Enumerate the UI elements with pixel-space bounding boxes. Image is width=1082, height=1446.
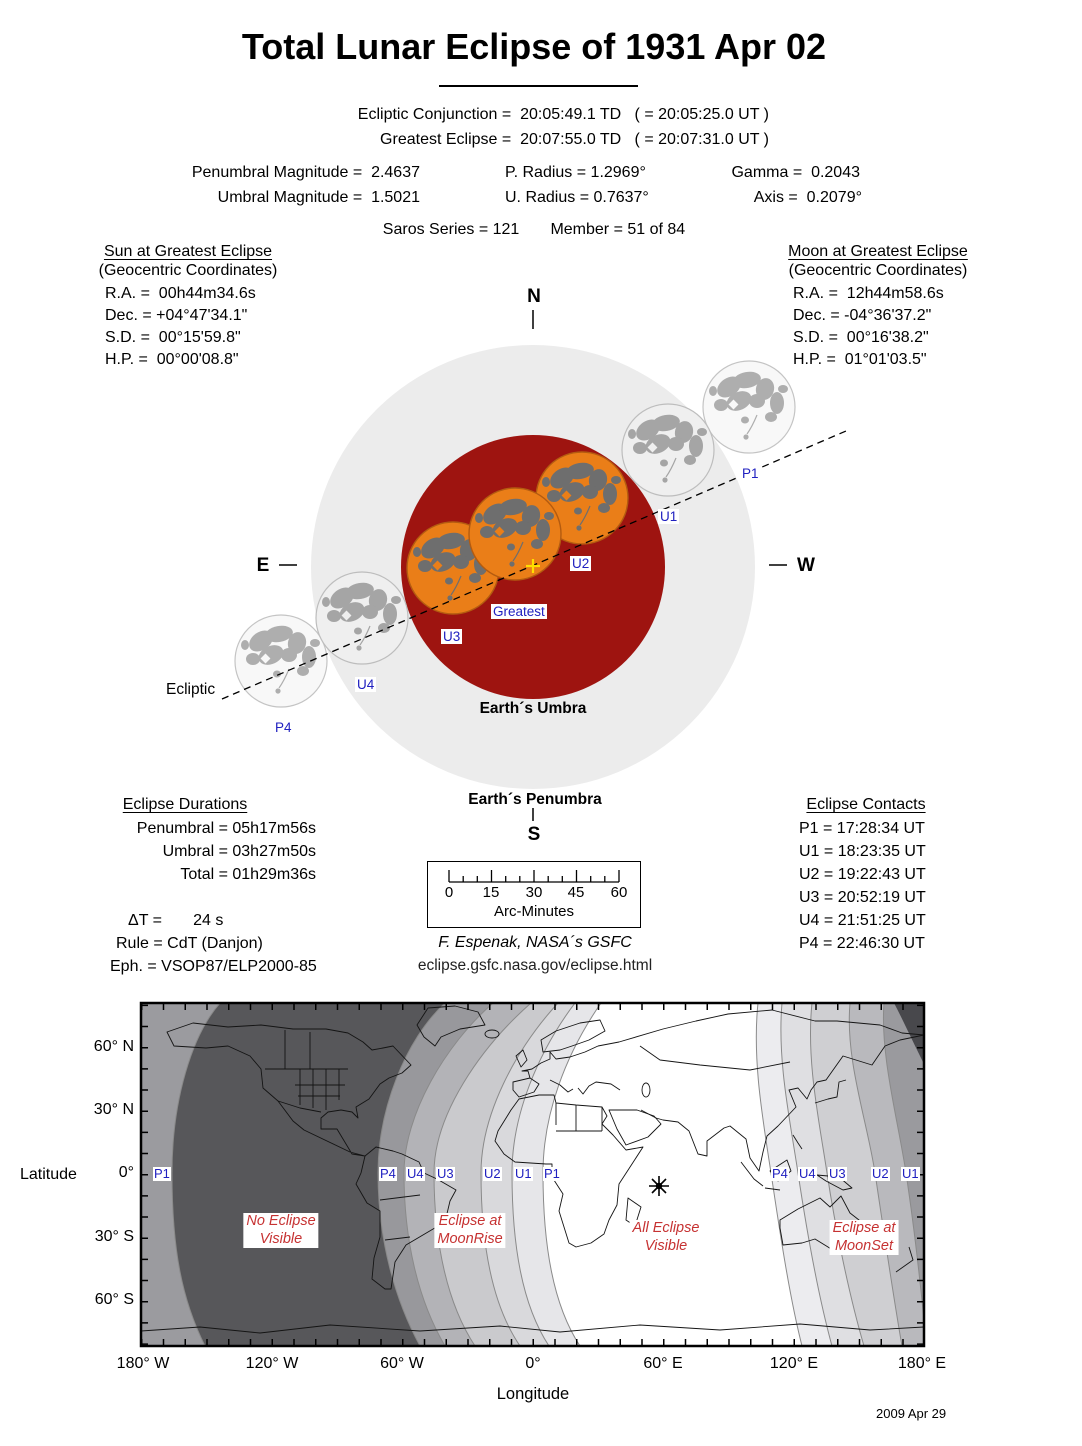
greatest-eclipse-line: Greatest Eclipse = 20:07:55.0 TD ( = 20:07:31.0 UT ) [380,131,769,148]
eclipse-geometry-figure [0,280,1082,830]
map-chip-u1-rise: U1 [515,1166,532,1181]
region-label-line1: All Eclipse [632,1220,700,1236]
moon-panel-subtitle: (Geocentric Coordinates) [788,262,968,279]
map-chip-u2-set: U2 [872,1166,889,1181]
west-label: W [797,555,815,576]
east-label: E [256,555,270,576]
axis: Axis = 0.2079° [753,189,862,206]
umbra-label: Earth´s Umbra [479,700,587,717]
sun-hp: H.P. = 00°00'08.8" [105,351,239,368]
lon-0: 0° [525,1355,541,1372]
map-xlabel: Longitude [496,1385,570,1403]
contact-chip-greatest: Greatest [493,604,545,619]
penumbral-magnitude: Penumbral Magnitude = 2.4637 [191,164,420,181]
gamma: Gamma = 0.2043 [731,164,860,181]
lat-30s: 30° S [94,1228,134,1245]
region-label-line2: MoonSet [834,1237,894,1254]
saros-line: Saros Series = 121 Member = 51 of 84 [382,221,686,238]
contact-chip-p4: P4 [275,720,292,735]
scale-tick-0: 0 [444,884,454,901]
duration-penumbral: Penumbral = 05h17m56s [136,820,316,837]
date-stamp: 2009 Apr 29 [876,1406,947,1421]
lon-120e: 120° E [769,1355,819,1372]
moon-u4 [316,572,408,664]
sun-dec: Dec. = +04°47'34.1" [105,307,248,324]
moon-greatest [469,488,561,580]
lon-180w: 180° W [116,1355,170,1372]
south-label: S [527,824,541,845]
contact-u1-time: U1 = 18:23:35 UT [799,843,926,860]
map-chip-u3-set: U3 [829,1166,846,1181]
moon-p1 [703,361,795,453]
map-chip-p4-rise: P4 [380,1166,396,1181]
ephemeris: Eph. = VSOP87/ELP2000-85 [110,958,317,975]
scale-bar [427,861,641,928]
duration-umbral: Umbral = 03h27m50s [162,843,316,860]
map-chip-p4-set: P4 [772,1166,788,1181]
contact-p4-time: P4 = 22:46:30 UT [799,935,925,952]
sun-panel-subtitle: (Geocentric Coordinates) [98,262,278,279]
region-label-line2: MoonRise [437,1230,503,1247]
moon-p4 [235,615,327,707]
region-label-moonset [830,1220,899,1255]
region-label-all-visible [630,1220,703,1255]
lat-60n: 60° N [93,1038,134,1055]
contact-chip-u1: U1 [660,509,678,524]
durations-title: Eclipse Durations [122,796,248,813]
p-radius: P. Radius = 1.2969° [505,164,646,181]
region-label-no-eclipse [243,1213,318,1248]
scale-tick-60: 60 [610,884,628,901]
moon-u1 [622,404,714,496]
title-underline [439,85,638,87]
moon-panel-title: Moon at Greatest Eclipse [788,243,968,260]
credit-author: F. Espenak, NASA´s GSFC [438,934,632,951]
conjunction-line: Ecliptic Conjunction = 20:05:49.1 TD ( = 20:05:25.0 UT ) [357,106,769,123]
contact-u4-time: U4 = 21:51:25 UT [799,912,926,929]
umbral-magnitude: Umbral Magnitude = 1.5021 [217,189,420,206]
page-title: Total Lunar Eclipse of 1931 Apr 02 [241,26,827,67]
lat-60s: 60° S [94,1291,134,1308]
lon-120w: 120° W [245,1355,299,1372]
penumbra-label: Earth´s Penumbra [468,791,602,808]
scale-tick-30: 30 [525,884,543,901]
map-chip-u3-rise: U3 [437,1166,454,1181]
moon-dec: Dec. = -04°36'37.2" [793,307,932,324]
lat-0: 0° [118,1164,134,1181]
region-label-line1: No Eclipse [246,1213,316,1229]
sun-panel-title: Sun at Greatest Eclipse [103,243,273,260]
map-chip-u4-rise: U4 [407,1166,424,1181]
map-chip-u1-set: U1 [902,1166,919,1181]
contact-u3-time: U3 = 20:52:19 UT [799,889,926,906]
sublunar-star-icon [649,1176,669,1196]
scale-tick-45: 45 [567,884,585,901]
scale-unit-label: Arc-Minutes [493,903,575,920]
map-chip-u2-rise: U2 [484,1166,501,1181]
contact-chip-u3: U3 [443,629,461,644]
credit-url: eclipse.gsfc.nasa.gov/eclipse.html [417,957,653,974]
region-label-line2: Visible [259,1230,303,1247]
north-label: N [527,286,541,307]
duration-total: Total = 01h29m36s [180,866,316,883]
region-label-moonrise [434,1213,505,1248]
lon-60e: 60° E [643,1355,683,1372]
sun-ra: R.A. = 00h44m34.6s [105,285,256,302]
map-ylabel: Latitude [20,1166,77,1183]
moon-sd: S.D. = 00°16'38.2" [793,329,929,346]
map-chip-u4-set: U4 [799,1166,816,1181]
lat-30n: 30° N [93,1101,134,1118]
region-label-line1: Eclipse at [832,1220,896,1236]
moon-ra: R.A. = 12h44m58.6s [793,285,944,302]
region-label-line1: Eclipse at [438,1213,502,1229]
visibility-map [0,990,1082,1446]
contact-chip-p1: P1 [742,466,759,481]
moon-hp: H.P. = 01°01'03.5" [793,351,927,368]
region-label-line2: Visible [644,1237,688,1254]
map-chip-p1-left: P1 [154,1166,170,1181]
contacts-title: Eclipse Contacts [806,796,926,813]
u-radius: U. Radius = 0.7637° [505,189,649,206]
rule: Rule = CdT (Danjon) [116,935,263,952]
sun-sd: S.D. = 00°15'59.8" [105,329,241,346]
ecliptic-label: Ecliptic [166,681,216,698]
contact-u2-time: U2 = 19:22:43 UT [799,866,926,883]
lon-180e: 180° E [897,1355,947,1372]
contact-chip-u4: U4 [357,677,375,692]
contact-chip-u2: U2 [572,556,590,571]
scale-tick-15: 15 [482,884,500,901]
delta-t: ΔT = 24 s [128,912,224,929]
lon-60w: 60° W [380,1355,424,1372]
map-chip-p1-rise: P1 [544,1166,560,1181]
contact-p1-time: P1 = 17:28:34 UT [799,820,925,837]
